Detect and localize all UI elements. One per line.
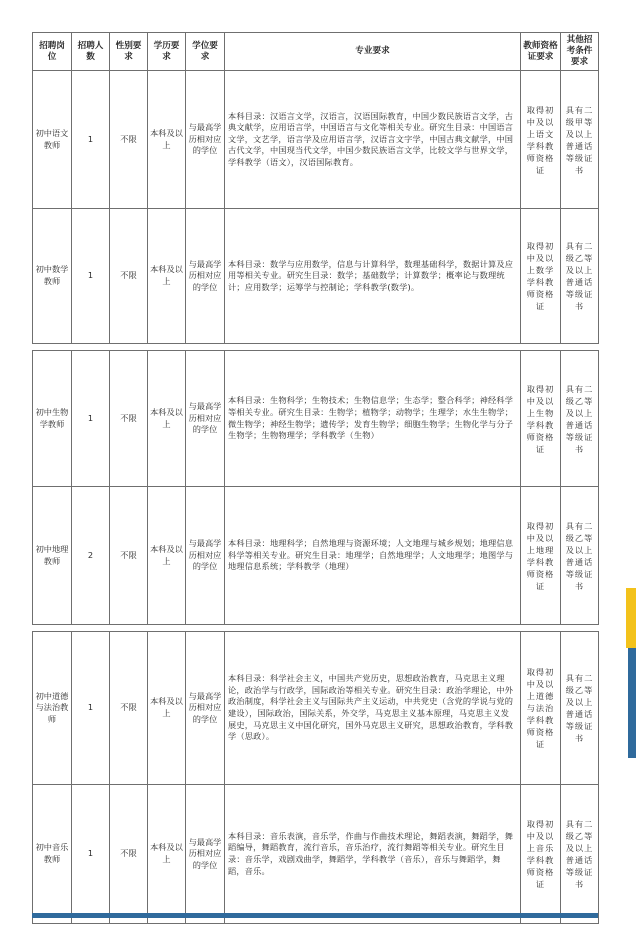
cell-count: 2	[72, 487, 110, 625]
cell-gender: 不限	[110, 785, 148, 924]
cell-major: 本科目录：地理科学；自然地理与资源环境；人文地理与城乡规划；地理信息科学等相关专业。研究生目录：地理学；自然地理学；人文地理学；地图学与地理信息系统；学科教学（地理）	[225, 487, 521, 625]
cell-degree: 与最高学历相对应的学位	[186, 632, 225, 785]
cell-education: 本科及以上	[148, 632, 186, 785]
cell-other: 具有二级乙等及以上普通话等级证书	[561, 209, 599, 344]
cell-count: 1	[72, 209, 110, 344]
cell-count: 1	[72, 785, 110, 924]
cell-position: 初中道德与法治教师	[33, 632, 72, 785]
cell-gender: 不限	[110, 209, 148, 344]
cell-cert: 取得初中及以上音乐学科教师资格证	[521, 785, 561, 924]
header-cert: 教师资格证要求	[521, 33, 561, 71]
cell-position: 初中数学教师	[33, 209, 72, 344]
cell-cert: 取得初中及以上生物学科教师资格证	[521, 351, 561, 487]
header-gender: 性别要求	[110, 33, 148, 71]
cell-position: 初中地理教师	[33, 487, 72, 625]
edge-accent-blue	[628, 648, 636, 758]
cell-education: 本科及以上	[148, 351, 186, 487]
cell-major: 本科目录：音乐表演，音乐学，作曲与作曲技术理论，舞蹈表演，舞蹈学，舞蹈编导，舞蹈教育，流行音乐，音乐治疗，流行舞蹈等相关专业。研究生目录：音乐学，戏剧戏曲学，舞蹈学，学科教学（音乐），音乐与舞蹈学，舞蹈，音乐。	[225, 785, 521, 924]
header-major: 专业要求	[225, 33, 521, 71]
cell-count: 1	[72, 351, 110, 487]
table-row	[33, 632, 599, 785]
cell-education: 本科及以上	[148, 785, 186, 924]
recruitment-table	[32, 32, 599, 924]
cell-other: 具有二级乙等及以上普通话等级证书	[561, 351, 599, 487]
cell-cert: 取得初中及以上道德与法治学科教师资格证	[521, 632, 561, 785]
cell-major: 本科目录：科学社会主义，中国共产党历史，思想政治教育，马克思主义理论，政治学与行政学，国际政治等相关专业。研究生目录：政治学理论，中外政治制度，科学社会主义与国际共产主义运动，中共党史（含党的学说与党的建设），国际政治，国际关系，外交学，马克思主义基本原理，马克思主义发展史，马克思主义中国化研究，国外马克思主义研究，思想政治教育，学科教学（思政）。	[225, 632, 521, 785]
cell-degree: 与最高学历相对应的学位	[186, 209, 225, 344]
cell-major: 本科目录：汉语言文学，汉语言，汉语国际教育，中国少数民族语言文学，古典文献学，应用语言学，中国语言与文化等相关专业。研究生目录：中国语言文学，文艺学，语言学及应用语言学，汉语言文字学，中国古典文献学，中国古代文学，中国现当代文学，中国少数民族语言文学，比较文学与世界文学，学科教学（语文），汉语国际教育。	[225, 71, 521, 209]
cell-count: 1	[72, 71, 110, 209]
cell-degree: 与最高学历相对应的学位	[186, 71, 225, 209]
cell-gender: 不限	[110, 351, 148, 487]
header-degree: 学位要求	[186, 33, 225, 71]
cell-degree: 与最高学历相对应的学位	[186, 785, 225, 924]
table-row	[33, 785, 599, 924]
header-count: 招聘人数	[72, 33, 110, 71]
cell-count: 1	[72, 632, 110, 785]
recruitment-table-sheet	[32, 32, 598, 924]
table-row	[33, 487, 599, 625]
cell-cert: 取得初中及以上地理学科教师资格证	[521, 487, 561, 625]
footer-rule	[32, 913, 598, 918]
edge-accent-yellow	[626, 588, 636, 648]
cell-cert: 取得初中及以上数学学科教师资格证	[521, 209, 561, 344]
cell-gender: 不限	[110, 632, 148, 785]
cell-education: 本科及以上	[148, 487, 186, 625]
table-header-row	[33, 33, 599, 71]
header-position: 招聘岗位	[33, 33, 72, 71]
page-break-separator	[33, 344, 599, 351]
cell-position: 初中语文教师	[33, 71, 72, 209]
header-other: 其他招考条件要求	[561, 33, 599, 71]
cell-education: 本科及以上	[148, 71, 186, 209]
cell-other: 具有二级乙等及以上普通话等级证书	[561, 785, 599, 924]
cell-major: 本科目录：生物科学；生物技术；生物信息学；生态学；整合科学；神经科学等相关专业。研究生目录：生物学；植物学；动物学；生理学；水生生物学；微生物学；神经生物学；遗传学；发育生物学；细胞生物学；生物化学与分子生物学；生物物理学；学科教学（生物）	[225, 351, 521, 487]
header-education: 学历要求	[148, 33, 186, 71]
cell-degree: 与最高学历相对应的学位	[186, 487, 225, 625]
cell-other: 具有二级乙等及以上普通话等级证书	[561, 632, 599, 785]
cell-degree: 与最高学历相对应的学位	[186, 351, 225, 487]
cell-education: 本科及以上	[148, 209, 186, 344]
table-row	[33, 209, 599, 344]
table-row	[33, 71, 599, 209]
cell-major: 本科目录：数学与应用数学，信息与计算科学，数理基础科学，数据计算及应用等相关专业。研究生目录：数学；基础数学；计算数学；概率论与数理统计；应用数学；运筹学与控制论；学科教学(数学)。	[225, 209, 521, 344]
cell-position: 初中音乐教师	[33, 785, 72, 924]
cell-gender: 不限	[110, 487, 148, 625]
page-break-separator	[33, 625, 599, 632]
cell-gender: 不限	[110, 71, 148, 209]
cell-other: 具有二级乙等及以上普通话等级证书	[561, 487, 599, 625]
cell-cert: 取得初中及以上语文学科教师资格证	[521, 71, 561, 209]
table-row	[33, 351, 599, 487]
cell-position: 初中生物学教师	[33, 351, 72, 487]
cell-other: 具有二级甲等及以上普通话等级证书	[561, 71, 599, 209]
